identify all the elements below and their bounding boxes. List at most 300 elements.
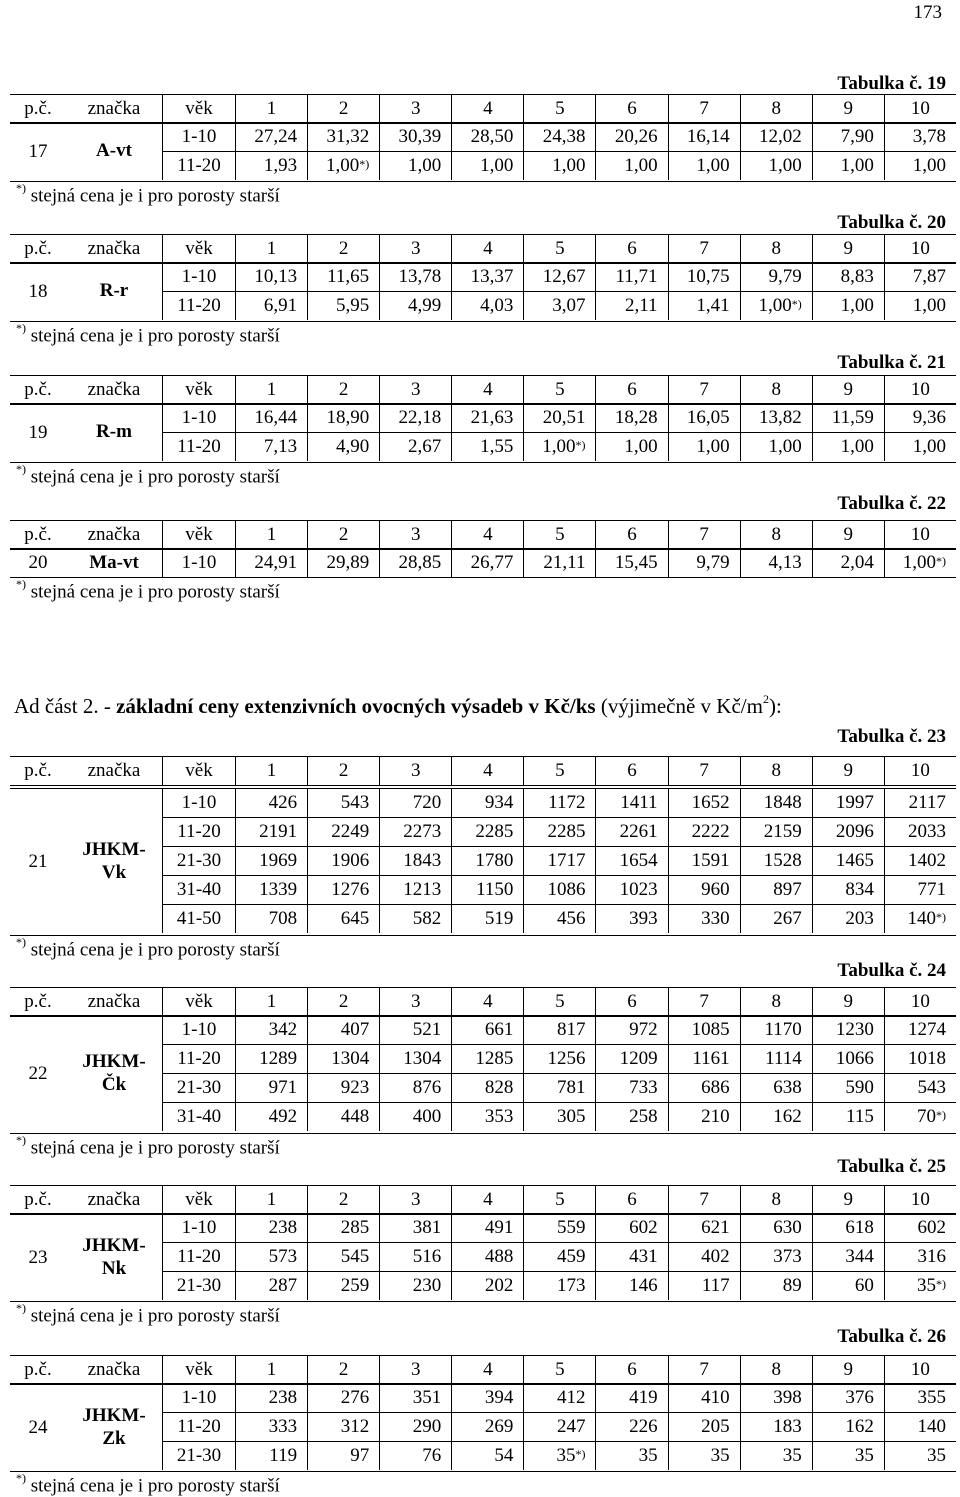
- value-cell: [812, 847, 884, 875]
- cell-text: 4: [483, 1359, 493, 1380]
- cell-text: 12,02: [759, 126, 802, 147]
- value-cell: [235, 1243, 307, 1271]
- row-number: [10, 1016, 66, 1133]
- value-cell: [379, 123, 451, 151]
- footnote-mark: *): [16, 320, 26, 335]
- value-cell: [595, 433, 667, 461]
- cell-text: 11,59: [831, 407, 874, 428]
- cell-text: 9: [843, 98, 854, 119]
- cell-text: 20,51: [542, 407, 586, 428]
- cell-text: 3: [410, 1359, 421, 1380]
- cell-text: 1780: [475, 850, 514, 871]
- cell-text: 16,05: [686, 407, 730, 428]
- cell-text: 8: [771, 524, 781, 545]
- header-col: [812, 95, 884, 123]
- cell-text: 11-20: [177, 1416, 221, 1437]
- header-col: [451, 988, 523, 1016]
- value-cell: [740, 1103, 812, 1131]
- value-cell: [884, 1074, 956, 1102]
- value-cell: [668, 1214, 740, 1242]
- cell-text: 381: [412, 1217, 442, 1238]
- header-col: [307, 95, 379, 123]
- cell-text: 9: [843, 760, 854, 781]
- cell-text: 582: [412, 908, 442, 929]
- cell-text: 2273: [403, 821, 442, 842]
- cell-text: 661: [484, 1019, 514, 1040]
- header-col: [307, 1186, 379, 1214]
- cell-text: 1085: [691, 1019, 730, 1040]
- cell-text: 10: [910, 1189, 930, 1210]
- cell-text: 203: [845, 908, 874, 929]
- value-cell: [668, 1243, 740, 1271]
- header-col: [884, 521, 956, 549]
- value-cell: [523, 1272, 595, 1300]
- table-title: Tabulka č. 20: [837, 212, 946, 233]
- cell-text: 5: [555, 1189, 565, 1210]
- header-col: [235, 521, 307, 549]
- footnote-mark: *): [16, 180, 26, 195]
- cell-text: 355: [917, 1387, 946, 1408]
- header-col: [451, 1356, 523, 1384]
- value-cell: [595, 1413, 667, 1441]
- age-range: [162, 1243, 235, 1271]
- value-cell: [523, 876, 595, 904]
- table-header-row: [10, 234, 956, 264]
- cell-text: 5: [555, 524, 565, 545]
- value-cell: [740, 404, 812, 432]
- cell-text: 11,71: [615, 266, 658, 287]
- footnote-mark: *): [935, 909, 946, 924]
- value-cell: [884, 1103, 956, 1131]
- cell-text: 10: [910, 991, 930, 1012]
- value-cell: [307, 1243, 379, 1271]
- footnote-text: stejná cena je i pro porosty starší: [26, 184, 280, 206]
- cell-text: 24,91: [254, 552, 298, 573]
- cell-text: 8: [771, 98, 781, 119]
- value-cell: [451, 1384, 523, 1412]
- cell-text: 7: [699, 379, 709, 400]
- cell-text: 1-10: [181, 552, 217, 573]
- footnote: [16, 937, 280, 961]
- value-cell: [884, 1016, 956, 1044]
- cell-text: 1-10: [181, 792, 217, 813]
- value-cell: [523, 789, 595, 817]
- cell-text: 1,00: [758, 295, 792, 316]
- value-cell: [307, 1016, 379, 1044]
- value-cell: [235, 876, 307, 904]
- cell-text: 3: [410, 524, 421, 545]
- cell-text: 1161: [692, 1048, 730, 1069]
- cell-text: 1969: [259, 850, 298, 871]
- header-col: [379, 235, 451, 263]
- cell-text: 1848: [763, 792, 802, 813]
- header-col: [379, 988, 451, 1016]
- code-text: R-r: [99, 280, 129, 302]
- cell-text: 4: [483, 379, 493, 400]
- value-cell: [235, 1103, 307, 1131]
- row-label-group: [10, 1016, 162, 1133]
- cell-text: 545: [340, 1246, 370, 1267]
- heading-end: ):: [768, 694, 782, 718]
- cell-text: 720: [412, 792, 442, 813]
- header-col: [379, 1186, 451, 1214]
- cell-text: 5: [555, 238, 565, 259]
- footnote: [16, 461, 280, 488]
- cell-text: 8: [771, 1359, 781, 1380]
- cell-text: 1906: [331, 850, 370, 871]
- value-cell: [668, 1045, 740, 1073]
- value-cell: [812, 263, 884, 291]
- value-cell: [668, 1103, 740, 1131]
- cell-text: 1,00: [768, 155, 802, 176]
- header-znacka: [66, 988, 162, 1016]
- cell-text: p.č.: [24, 1189, 52, 1210]
- value-cell: [379, 1045, 451, 1073]
- age-range: [162, 1214, 235, 1242]
- cell-text: 31-40: [176, 879, 222, 900]
- age-range: [162, 404, 235, 432]
- header-col: [740, 1356, 812, 1384]
- value-cell: [379, 1103, 451, 1131]
- cell-text: 35: [710, 1445, 730, 1466]
- cell-text: 6,91: [263, 295, 298, 316]
- cell-text: 13,78: [398, 266, 442, 287]
- value-cell: [451, 1442, 523, 1470]
- cell-text: 15,45: [614, 552, 658, 573]
- value-cell: [740, 549, 812, 577]
- table-row: [162, 1044, 956, 1073]
- cell-text: 1997: [835, 792, 874, 813]
- table-rows: [162, 263, 956, 321]
- cell-text: 162: [773, 1106, 802, 1127]
- row-label-group: [10, 549, 162, 577]
- cell-text: 1,00: [552, 155, 586, 176]
- heading-sup: 2: [762, 692, 769, 706]
- header-vek: [162, 988, 235, 1016]
- cell-text: 1654: [619, 850, 658, 871]
- cell-text: 733: [629, 1077, 658, 1098]
- cell-text: 269: [484, 1416, 514, 1437]
- header-col: [668, 988, 740, 1016]
- value-cell: [884, 1384, 956, 1412]
- table-rows: [162, 123, 956, 181]
- cell-text: 410: [701, 1387, 730, 1408]
- cell-text: 1,93: [263, 155, 298, 176]
- cell-text: 2: [338, 760, 349, 781]
- cell-text: 1,00: [768, 436, 802, 457]
- cell-text: 11-20: [177, 155, 221, 176]
- table-row: [162, 432, 956, 461]
- cell-text: 10: [910, 524, 930, 545]
- cell-text: věk: [185, 1189, 213, 1210]
- cell-text: p.č.: [24, 238, 52, 259]
- cell-text: 7: [699, 1189, 709, 1210]
- value-cell: [379, 1016, 451, 1044]
- cell-text: 1: [266, 524, 277, 545]
- table-header-row: [10, 375, 956, 405]
- footnote-text: stejná cena je i pro porosty starší: [26, 1136, 280, 1158]
- cell-text: 6: [627, 1359, 637, 1380]
- cell-text: 393: [629, 908, 658, 929]
- age-range: [162, 1103, 235, 1131]
- header-col: [523, 376, 595, 404]
- table-rows: [162, 1384, 956, 1471]
- cell-text: značka: [87, 98, 141, 119]
- value-cell: [884, 292, 956, 320]
- value-cell: [235, 789, 307, 817]
- value-cell: [235, 847, 307, 875]
- value-cell: [379, 1074, 451, 1102]
- header-col: [668, 1186, 740, 1214]
- cell-text: 1018: [907, 1048, 946, 1069]
- cell-text: 2117: [908, 792, 946, 813]
- cell-text: 828: [484, 1077, 514, 1098]
- table-row: [162, 1441, 956, 1470]
- cell-text: 7,13: [263, 436, 298, 457]
- value-cell: [668, 1272, 740, 1300]
- cell-text: 448: [340, 1106, 370, 1127]
- cell-text: 8: [771, 379, 781, 400]
- cell-text: 29,89: [326, 552, 370, 573]
- table-header-row: [10, 987, 956, 1017]
- cell-text: 1: [266, 1359, 277, 1380]
- cell-text: 4,90: [335, 436, 370, 457]
- heading-bold: základní ceny extenzivních ovocných výsadeb v Kč/ks: [116, 694, 596, 718]
- cell-text: 27,24: [254, 126, 298, 147]
- table-title: Tabulka č. 23: [837, 726, 946, 747]
- value-cell: [812, 404, 884, 432]
- cell-text: 202: [484, 1275, 514, 1296]
- age-range: [162, 818, 235, 846]
- age-range: [162, 152, 235, 180]
- cell-text: 394: [484, 1387, 514, 1408]
- header-vek: [162, 376, 235, 404]
- value-cell: [523, 1413, 595, 1441]
- cell-text: 22: [28, 1063, 48, 1085]
- cell-text: 1843: [403, 850, 442, 871]
- cell-text: 7: [699, 524, 709, 545]
- cell-text: 238: [268, 1387, 298, 1408]
- value-cell: [884, 1272, 956, 1300]
- cell-text: 18,90: [326, 407, 370, 428]
- value-cell: [451, 1074, 523, 1102]
- cell-text: 4,13: [768, 552, 802, 573]
- value-cell: [307, 549, 379, 577]
- cell-text: 519: [484, 908, 514, 929]
- table-row: [162, 151, 956, 180]
- cell-text: věk: [185, 991, 213, 1012]
- value-cell: [235, 1074, 307, 1102]
- cell-text: 10: [910, 760, 930, 781]
- header-col: [379, 95, 451, 123]
- row-label-group: [10, 404, 162, 462]
- cell-text: 9,79: [696, 552, 730, 573]
- cell-text: 2,11: [625, 295, 658, 316]
- cell-text: p.č.: [24, 760, 52, 781]
- table-header-row: [10, 1355, 956, 1385]
- value-cell: [523, 1243, 595, 1271]
- row-code: [66, 1016, 162, 1133]
- table-row: [162, 875, 956, 904]
- header-col: [740, 757, 812, 785]
- header-vek: [162, 95, 235, 123]
- cell-text: 373: [773, 1246, 802, 1267]
- value-cell: [812, 876, 884, 904]
- value-cell: [884, 263, 956, 291]
- cell-text: 9: [843, 238, 854, 259]
- table-header-row: [10, 520, 956, 550]
- value-cell: [740, 1272, 812, 1300]
- table-body: [10, 1213, 956, 1302]
- footnote: [16, 579, 280, 603]
- cell-text: 10,13: [254, 266, 298, 287]
- cell-text: 4,99: [408, 295, 442, 316]
- header-col: [523, 757, 595, 785]
- value-cell: [451, 292, 523, 320]
- value-cell: [595, 1272, 667, 1300]
- cell-text: 333: [268, 1416, 298, 1437]
- cell-text: 1023: [619, 879, 658, 900]
- cell-text: 21-30: [176, 850, 222, 871]
- cell-text: 4: [483, 524, 493, 545]
- cell-text: 146: [629, 1275, 658, 1296]
- value-cell: [884, 1243, 956, 1271]
- code-text: Ma-vt: [89, 551, 139, 573]
- cell-text: 9,79: [768, 266, 802, 287]
- value-cell: [235, 818, 307, 846]
- cell-text: 1,55: [480, 436, 514, 457]
- cell-text: 11,65: [327, 266, 370, 287]
- value-cell: [451, 1243, 523, 1271]
- header-znacka: [66, 1186, 162, 1214]
- value-cell: [812, 1243, 884, 1271]
- cell-text: 3,07: [552, 295, 586, 316]
- value-cell: [379, 263, 451, 291]
- value-cell: [523, 905, 595, 933]
- section-heading: [14, 694, 782, 719]
- cell-text: 115: [846, 1106, 874, 1127]
- header-znacka: [66, 376, 162, 404]
- cell-text: 2,04: [840, 552, 874, 573]
- footnote-text: stejná cena je i pro porosty starší: [26, 1475, 280, 1497]
- value-cell: [451, 789, 523, 817]
- footnote-mark: *): [935, 1276, 946, 1291]
- value-cell: [812, 123, 884, 151]
- value-cell: [668, 549, 740, 577]
- header-col: [884, 1356, 956, 1384]
- value-cell: [235, 1272, 307, 1300]
- row-label-group: [10, 263, 162, 321]
- cell-text: 1-10: [181, 1019, 217, 1040]
- cell-text: 2: [338, 991, 349, 1012]
- cell-text: 290: [412, 1416, 442, 1437]
- cell-text: 10: [910, 379, 930, 400]
- heading-suffix: (výjimečně v Kč/m: [595, 694, 763, 718]
- header-col: [740, 521, 812, 549]
- header-col: [595, 235, 667, 263]
- row-number: [10, 263, 66, 321]
- value-cell: [523, 152, 595, 180]
- header-col: [595, 1186, 667, 1214]
- header-col: [812, 235, 884, 263]
- cell-text: 431: [629, 1246, 658, 1267]
- value-cell: [668, 1384, 740, 1412]
- value-cell: [812, 1442, 884, 1470]
- cell-text: 1717: [547, 850, 586, 871]
- header-pc: [10, 1186, 66, 1214]
- cell-text: 330: [701, 908, 730, 929]
- table-title: Tabulka č. 21: [837, 352, 946, 373]
- value-cell: [595, 789, 667, 817]
- cell-text: 7: [699, 760, 709, 781]
- value-cell: [812, 905, 884, 933]
- value-cell: [740, 1413, 812, 1441]
- value-cell: [812, 152, 884, 180]
- cell-text: 16,14: [686, 126, 730, 147]
- value-cell: [523, 818, 595, 846]
- cell-text: p.č.: [24, 98, 52, 119]
- value-cell: [451, 1272, 523, 1300]
- cell-text: 7: [699, 98, 709, 119]
- cell-text: 230: [412, 1275, 442, 1296]
- header-col: [884, 376, 956, 404]
- table-body: [10, 1015, 956, 1134]
- table-row: [162, 404, 956, 432]
- cell-text: 6: [627, 1189, 637, 1210]
- header-pc: [10, 1356, 66, 1384]
- cell-text: 1,00: [840, 436, 874, 457]
- cell-text: 16,44: [254, 407, 298, 428]
- cell-text: značka: [87, 1189, 141, 1210]
- cell-text: 2: [338, 238, 349, 259]
- value-cell: [307, 123, 379, 151]
- table-row: [162, 123, 956, 151]
- header-col: [740, 376, 812, 404]
- cell-text: 258: [629, 1106, 658, 1127]
- value-cell: [235, 123, 307, 151]
- value-cell: [523, 433, 595, 461]
- value-cell: [307, 433, 379, 461]
- value-cell: [523, 1045, 595, 1073]
- row-code: [66, 263, 162, 321]
- header-col: [451, 376, 523, 404]
- value-cell: [451, 847, 523, 875]
- cell-text: 7: [699, 991, 709, 1012]
- cell-text: 5: [555, 991, 565, 1012]
- cell-text: 89: [782, 1275, 802, 1296]
- value-cell: [884, 818, 956, 846]
- header-col: [379, 376, 451, 404]
- value-cell: [523, 847, 595, 875]
- cell-text: 18,28: [614, 407, 658, 428]
- cell-text: 781: [556, 1077, 586, 1098]
- cell-text: 5: [555, 760, 565, 781]
- value-cell: [379, 847, 451, 875]
- cell-text: 407: [340, 1019, 370, 1040]
- cell-text: 10: [910, 1359, 930, 1380]
- cell-text: 1172: [548, 792, 586, 813]
- cell-text: 19: [28, 421, 48, 443]
- age-range: [162, 1016, 235, 1044]
- value-cell: [812, 1272, 884, 1300]
- header-col: [451, 521, 523, 549]
- cell-text: 1,41: [696, 295, 730, 316]
- cell-text: 4: [483, 98, 493, 119]
- code-text: JHKM- Vk: [82, 839, 146, 883]
- cell-text: 3: [410, 98, 421, 119]
- cell-text: 1,00: [912, 295, 946, 316]
- value-cell: [595, 152, 667, 180]
